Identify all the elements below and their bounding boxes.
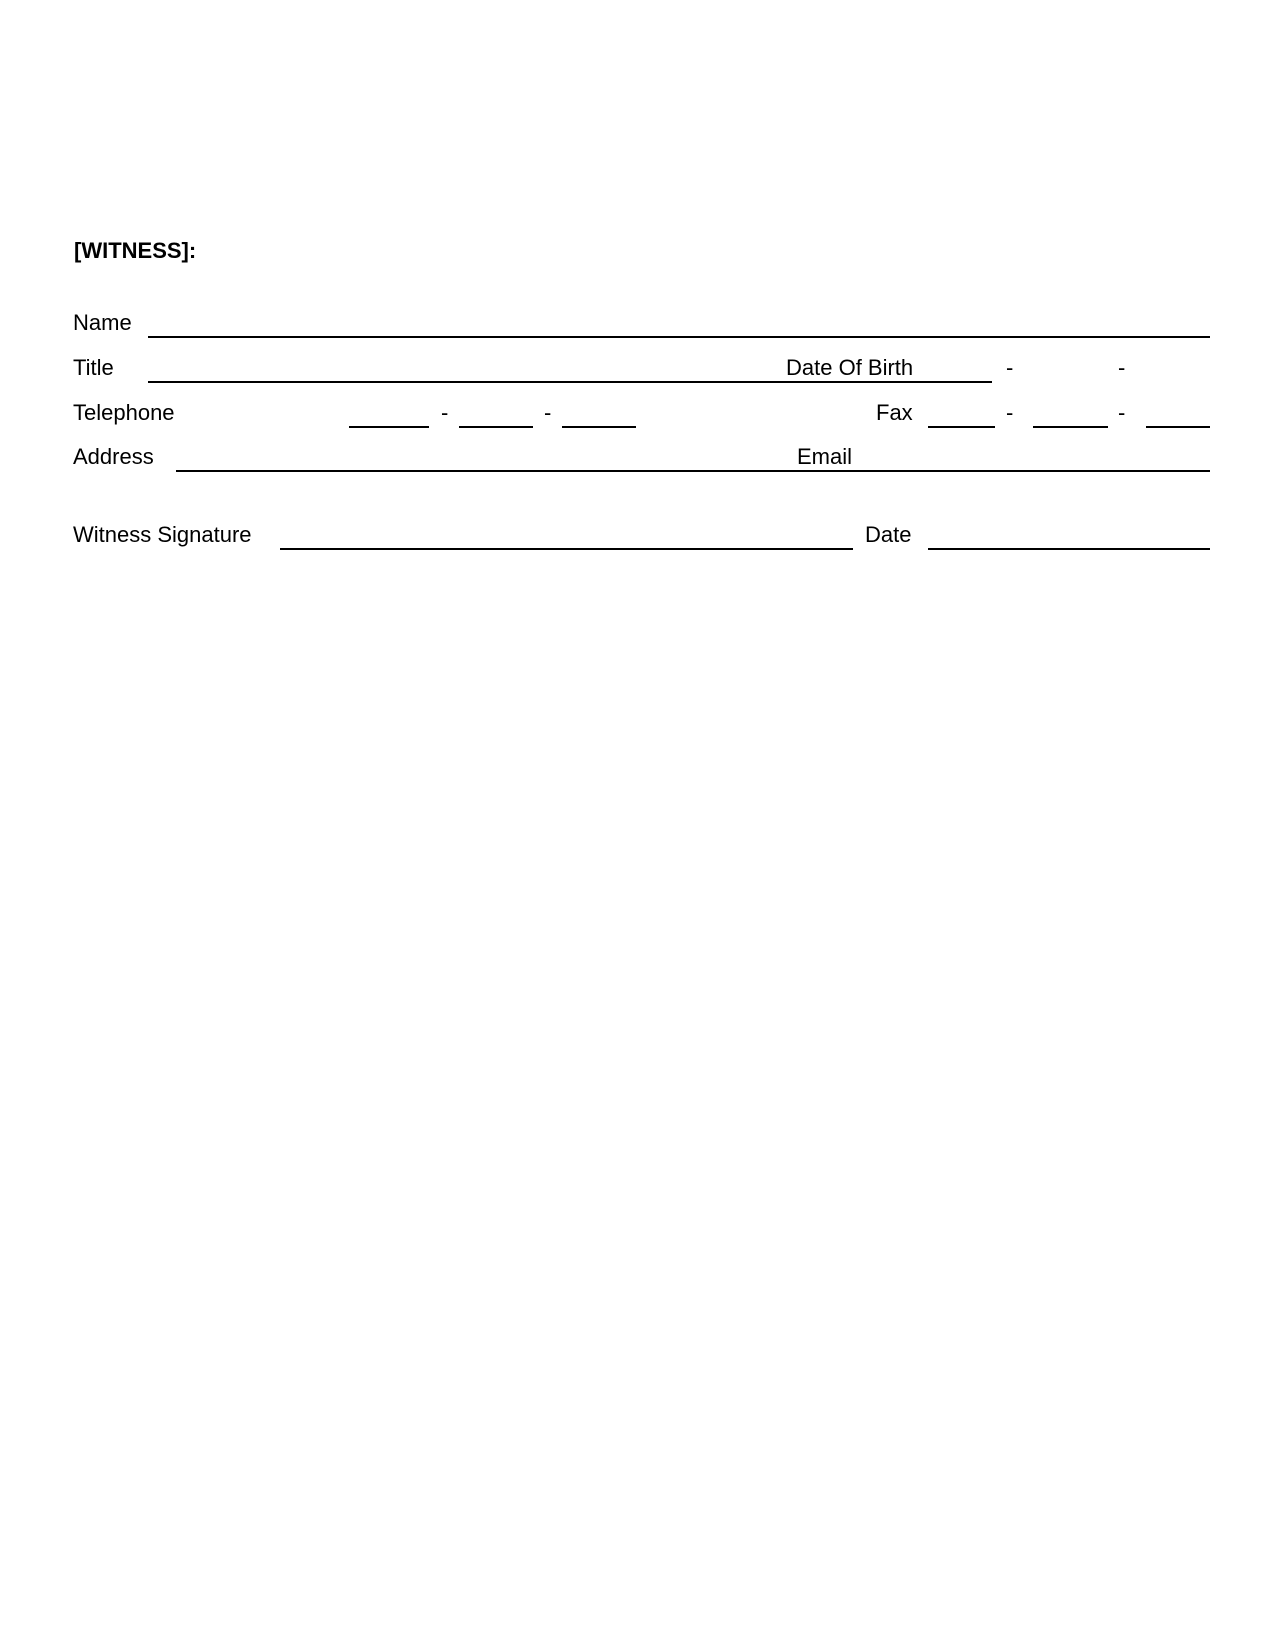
date-field[interactable] (928, 548, 1210, 550)
fax-line-field[interactable] (1146, 426, 1210, 428)
telephone-separator-2: - (544, 400, 552, 425)
fax-area-field[interactable] (928, 426, 995, 428)
witness-signature-label: Witness Signature (73, 522, 252, 547)
telephone-line-field[interactable] (562, 426, 636, 428)
address-field[interactable] (176, 470, 1210, 472)
fax-separator-2: - (1118, 400, 1126, 425)
name-field[interactable] (148, 336, 1210, 338)
witness-signature-field[interactable] (280, 548, 853, 550)
name-label: Name (73, 310, 132, 335)
date-of-birth-label: Date Of Birth (782, 355, 917, 381)
title-label: Title (73, 355, 114, 380)
telephone-area-field[interactable] (349, 426, 429, 428)
dob-separator-2: - (1118, 355, 1126, 380)
title-field[interactable] (148, 381, 992, 383)
email-label: Email (793, 444, 856, 470)
fax-separator-1: - (1006, 400, 1014, 425)
witness-heading: [WITNESS]: (74, 238, 197, 263)
fax-prefix-field[interactable] (1033, 426, 1108, 428)
address-label: Address (73, 444, 154, 469)
date-label: Date (865, 522, 912, 547)
dob-separator-1: - (1006, 355, 1014, 380)
telephone-prefix-field[interactable] (459, 426, 533, 428)
telephone-separator-1: - (441, 400, 449, 425)
fax-label: Fax (876, 400, 913, 425)
telephone-label: Telephone (73, 400, 175, 425)
